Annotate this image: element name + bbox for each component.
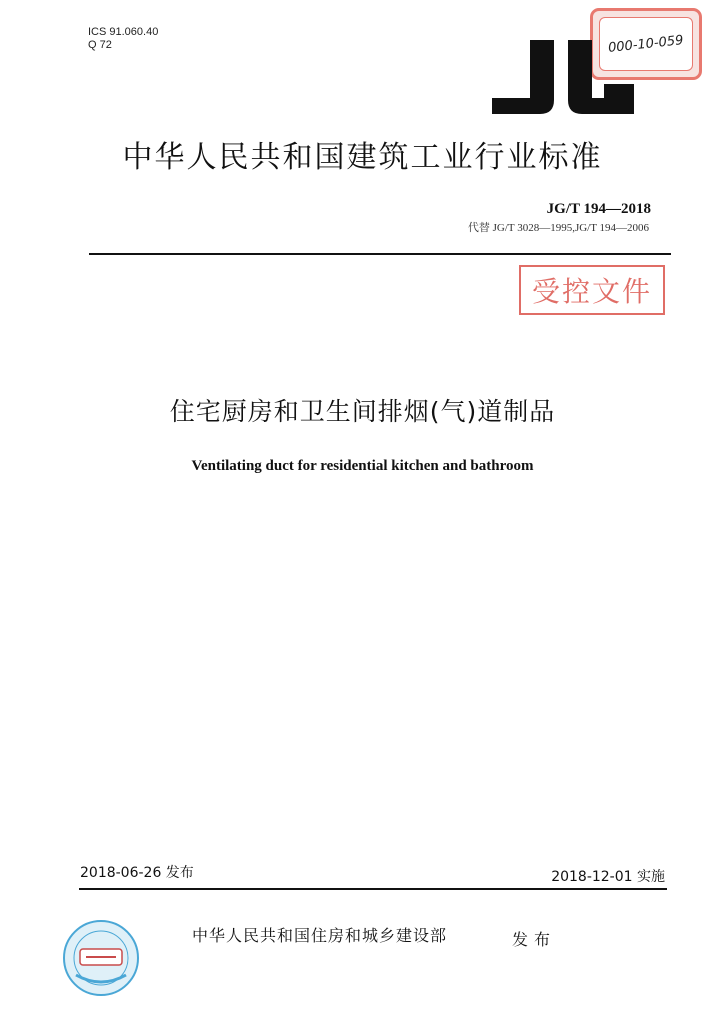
standard-number: JG/T 194—2018: [546, 201, 651, 217]
ccs-code: Q 72: [88, 39, 112, 51]
publish-label: 发布: [512, 930, 557, 949]
header-title: 中华人民共和国建筑工业行业标准: [122, 140, 603, 175]
standard-replaces: 代替 JG/T 3028—1995,JG/T 194—2006: [467, 222, 649, 234]
issue-date: 2018-06-26 发布: [80, 865, 194, 881]
header-divider: [89, 253, 671, 255]
document-title-en: Ventilating duct for residential kitchen and bathroom: [191, 458, 534, 474]
publisher: 中华人民共和国住房和城乡建设部: [192, 926, 448, 945]
implementation-date: 2018-12-01 实施: [551, 869, 665, 885]
certification-seal-icon: [62, 919, 140, 997]
ics-code: ICS 91.060.40: [88, 26, 159, 38]
controlled-document-stamp: [519, 265, 665, 315]
classification-codes: [88, 26, 158, 52]
footer-divider: [79, 888, 667, 890]
stamp-text: 受控文件: [531, 275, 652, 308]
document-title-cn: 住宅厨房和卫生间排烟(气)道制品: [169, 397, 556, 426]
control-number: 000-10-059: [607, 32, 685, 56]
jg-logo: [492, 40, 634, 114]
